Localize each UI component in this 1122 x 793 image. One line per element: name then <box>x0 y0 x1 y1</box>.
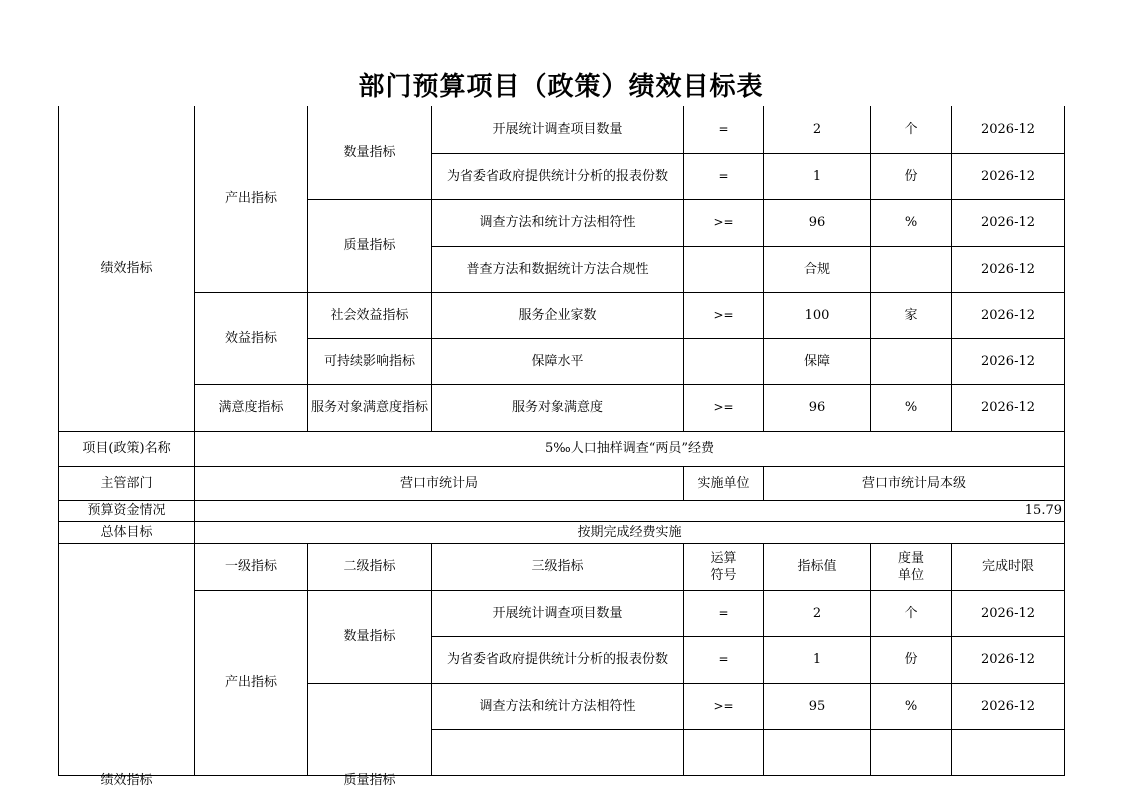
operator <box>684 338 764 384</box>
perf-indicator-label <box>59 543 195 788</box>
deadline <box>952 729 1065 775</box>
unit: % <box>871 199 952 246</box>
budget-label: 预算资金情况 <box>59 500 195 521</box>
operator: = <box>684 153 764 199</box>
table-row <box>59 590 1065 636</box>
deadline: 2026-12 <box>952 683 1065 729</box>
operator: = <box>684 106 764 153</box>
perf-indicator-label: 绩效指标 <box>59 106 195 431</box>
indicator-value: 2 <box>764 590 871 636</box>
header-operator <box>684 543 764 590</box>
operator: >= <box>684 384 764 431</box>
performance-target-table <box>58 106 1064 788</box>
unit <box>871 338 952 384</box>
dept-value: 营口市统计局 <box>195 466 684 500</box>
satisfaction-indicator-label: 满意度指标 <box>195 384 308 431</box>
indicator-value: 96 <box>764 199 871 246</box>
unit: 份 <box>871 636 952 683</box>
third-level-indicator <box>432 729 684 775</box>
header-level3: 三级指标 <box>432 543 684 590</box>
indicator-value: 1 <box>764 636 871 683</box>
budget-value: 15.79 <box>195 500 1065 521</box>
social-benefit-label: 社会效益指标 <box>308 292 432 338</box>
third-level-indicator: 为省委省政府提供统计分析的报表份数 <box>432 636 684 683</box>
goal-value: 按期完成经费实施 <box>195 521 1065 543</box>
indicator-value: 1 <box>764 153 871 199</box>
third-level-indicator: 保障水平 <box>432 338 684 384</box>
indicator-value: 100 <box>764 292 871 338</box>
header-unit <box>871 543 952 590</box>
header-deadline: 完成时限 <box>952 543 1065 590</box>
unit: 家 <box>871 292 952 338</box>
project-name-label: 项目(政策)名称 <box>59 431 195 466</box>
table-header-row <box>59 543 1065 590</box>
service-satisfaction-label: 服务对象满意度指标 <box>308 384 432 431</box>
impl-unit-value: 营口市统计局本级 <box>764 466 1065 500</box>
deadline: 2026-12 <box>952 636 1065 683</box>
page-title: 部门预算项目（政策）绩效目标表 <box>358 72 764 102</box>
unit: 份 <box>871 153 952 199</box>
quality-indicator-label <box>308 683 432 788</box>
table-row <box>59 106 1065 153</box>
operator: = <box>684 590 764 636</box>
third-level-indicator: 开展统计调查项目数量 <box>432 590 684 636</box>
deadline: 2026-12 <box>952 338 1065 384</box>
table-row <box>59 384 1065 431</box>
unit: 个 <box>871 106 952 153</box>
quantity-indicator-label: 数量指标 <box>308 590 432 683</box>
unit: % <box>871 384 952 431</box>
indicator-value: 合规 <box>764 246 871 292</box>
operator: = <box>684 636 764 683</box>
third-level-indicator: 普查方法和数据统计方法合规性 <box>432 246 684 292</box>
unit <box>871 729 952 775</box>
quality-label-text: 质量指标 <box>343 772 396 788</box>
unit: % <box>871 683 952 729</box>
table-row <box>59 500 1065 521</box>
operator <box>684 246 764 292</box>
impl-unit-label: 实施单位 <box>684 466 764 500</box>
third-level-indicator: 服务对象满意度 <box>432 384 684 431</box>
third-level-indicator: 服务企业家数 <box>432 292 684 338</box>
deadline: 2026-12 <box>952 199 1065 246</box>
header-value: 指标值 <box>764 543 871 590</box>
table-row <box>59 431 1065 466</box>
project-name-value: 5‰人口抽样调查“两员”经费 <box>195 431 1065 466</box>
sustain-impact-label: 可持续影响指标 <box>308 338 432 384</box>
deadline: 2026-12 <box>952 384 1065 431</box>
indicator-value: 96 <box>764 384 871 431</box>
table-row <box>59 521 1065 543</box>
third-level-indicator: 调查方法和统计方法相符性 <box>432 683 684 729</box>
header-unit-text: 度量单位 <box>897 550 924 583</box>
unit <box>871 246 952 292</box>
operator: >= <box>684 683 764 729</box>
unit: 个 <box>871 590 952 636</box>
output-indicator-label: 产出指标 <box>195 106 308 292</box>
indicator-value <box>764 729 871 775</box>
header-operator-text: 运算符号 <box>710 550 737 583</box>
quality-indicator-label: 质量指标 <box>308 199 432 292</box>
third-level-indicator: 开展统计调查项目数量 <box>432 106 684 153</box>
output-indicator-label: 产出指标 <box>195 590 308 775</box>
header-level2: 二级指标 <box>308 543 432 590</box>
deadline: 2026-12 <box>952 153 1065 199</box>
operator <box>684 729 764 775</box>
deadline: 2026-12 <box>952 292 1065 338</box>
indicator-value: 保障 <box>764 338 871 384</box>
dept-label: 主管部门 <box>59 466 195 500</box>
table-row <box>59 466 1065 500</box>
indicator-value: 95 <box>764 683 871 729</box>
deadline: 2026-12 <box>952 106 1065 153</box>
header-level1: 一级指标 <box>195 543 308 590</box>
indicator-value: 2 <box>764 106 871 153</box>
quantity-indicator-label: 数量指标 <box>308 106 432 199</box>
third-level-indicator: 为省委省政府提供统计分析的报表份数 <box>432 153 684 199</box>
deadline: 2026-12 <box>952 246 1065 292</box>
benefit-indicator-label: 效益指标 <box>195 292 308 384</box>
third-level-indicator: 调查方法和统计方法相符性 <box>432 199 684 246</box>
deadline: 2026-12 <box>952 590 1065 636</box>
operator: >= <box>684 292 764 338</box>
table-row <box>59 292 1065 338</box>
goal-label: 总体目标 <box>59 521 195 543</box>
perf-label-text: 绩效指标 <box>100 772 153 788</box>
operator: >= <box>684 199 764 246</box>
